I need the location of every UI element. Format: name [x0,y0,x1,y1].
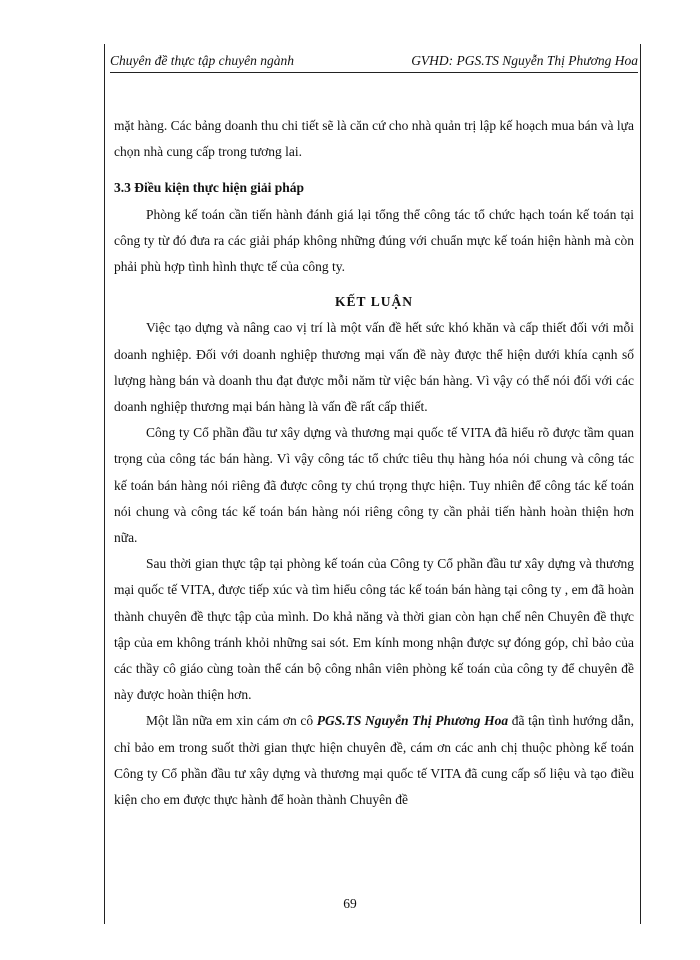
page-header [110,46,638,73]
page-number: 69 [343,896,357,911]
section-heading: 3.3 Điều kiện thực hiện giải pháp [114,180,305,196]
conclusion-paragraph-4 [114,708,634,813]
document-body [114,113,634,813]
header-right-supervisor: GVHD: PGS.TS Nguyễn Thị Phương Hoa [411,53,638,68]
section-paragraph: Phòng kế toán cần tiến hành đánh giá lại tổng thể công tác tổ chức hạch toán kế toán tại công ty từ đó đưa ra các giải pháp không những đúng với chuẩn mực kế toán hiện hành mà còn phải phù hợp tình hình thực tế của công ty. [114,206,634,275]
header-left-title: Chuyên đề thực tập chuyên ngành [110,53,294,68]
paragraph-4-end: đã tận tình hướng dẫn, chỉ bảo em trong suốt thời gian thực hiện chuyên đề, cám ơn các anh chị thuộc phòng kế toán Công ty Cổ phần đầu tư xây dựng và thương mại quốc tế VITA đã cung cấp số liệu và tạo điều kiện cho em được thực hành để hoàn thành Chuyên đề [114,713,635,808]
supervisor-name: PGS.TS Nguyễn Thị Phương Hoa [316,713,509,729]
paragraph-4-start: Một lần nữa em xin cám ơn cô [146,713,317,729]
conclusion-paragraph-3: Sau thời gian thực tập tại phòng kế toán của Công ty Cổ phần đầu tư xây dựng và thương mại quốc tế VITA, được tiếp xúc và tìm hiểu công tác kế toán bán hàng tại công ty , em đã hoàn thành chuyên đề thực tập của mình. Do khả năng và thời gian còn hạn chế nên Chuyên đề thực tập của em không tránh khỏi những sai sót. Em kính mong nhận được sự đóng góp, chỉ bảo của các thầy cô giáo cùng toàn thể cán bộ công nhân viên phòng kế toán của công ty để chuyên đề này được hoàn thiện hơn. [114,556,634,703]
conclusion-paragraph-2: Công ty Cổ phần đầu tư xây dựng và thương mại quốc tế VITA đã hiểu rõ được tầm quan trọng của công tác bán hàng. Vì vậy công tác tổ chức tiêu thụ hàng hóa nói chung và công tác kế toán bán hàng nói riêng đã được công ty chú trọng thực hiện. Tuy nhiên để công tác kế toán nói chung và công tác kế toán bán hàng nói riêng công ty cần phải tiến hành hoàn thiện hơn nữa. [114,425,634,546]
conclusion-paragraph-1: Việc tạo dựng và nâng cao vị trí là một vấn đề hết sức khó khăn và cấp thiết đối với mỗi doanh nghiệp. Đối với doanh nghiệp thương mại vấn đề này được thể hiện dưới khía cạnh số lượng hàng bán và doanh thu đạt được mỗi năm từ việc bán hàng. Vì vậy có thể nói đối với các doanh nghiệp thương mại bán hàng là vấn đề rất cấp thiết. [114,320,634,415]
intro-paragraph: mặt hàng. Các bảng doanh thu chi tiết sẽ là căn cứ cho nhà quản trị lập kế hoạch mua bán và lựa chọn nhà cung cấp trong tương lai. [114,118,634,160]
conclusion-heading: KẾT LUẬN [335,294,413,310]
